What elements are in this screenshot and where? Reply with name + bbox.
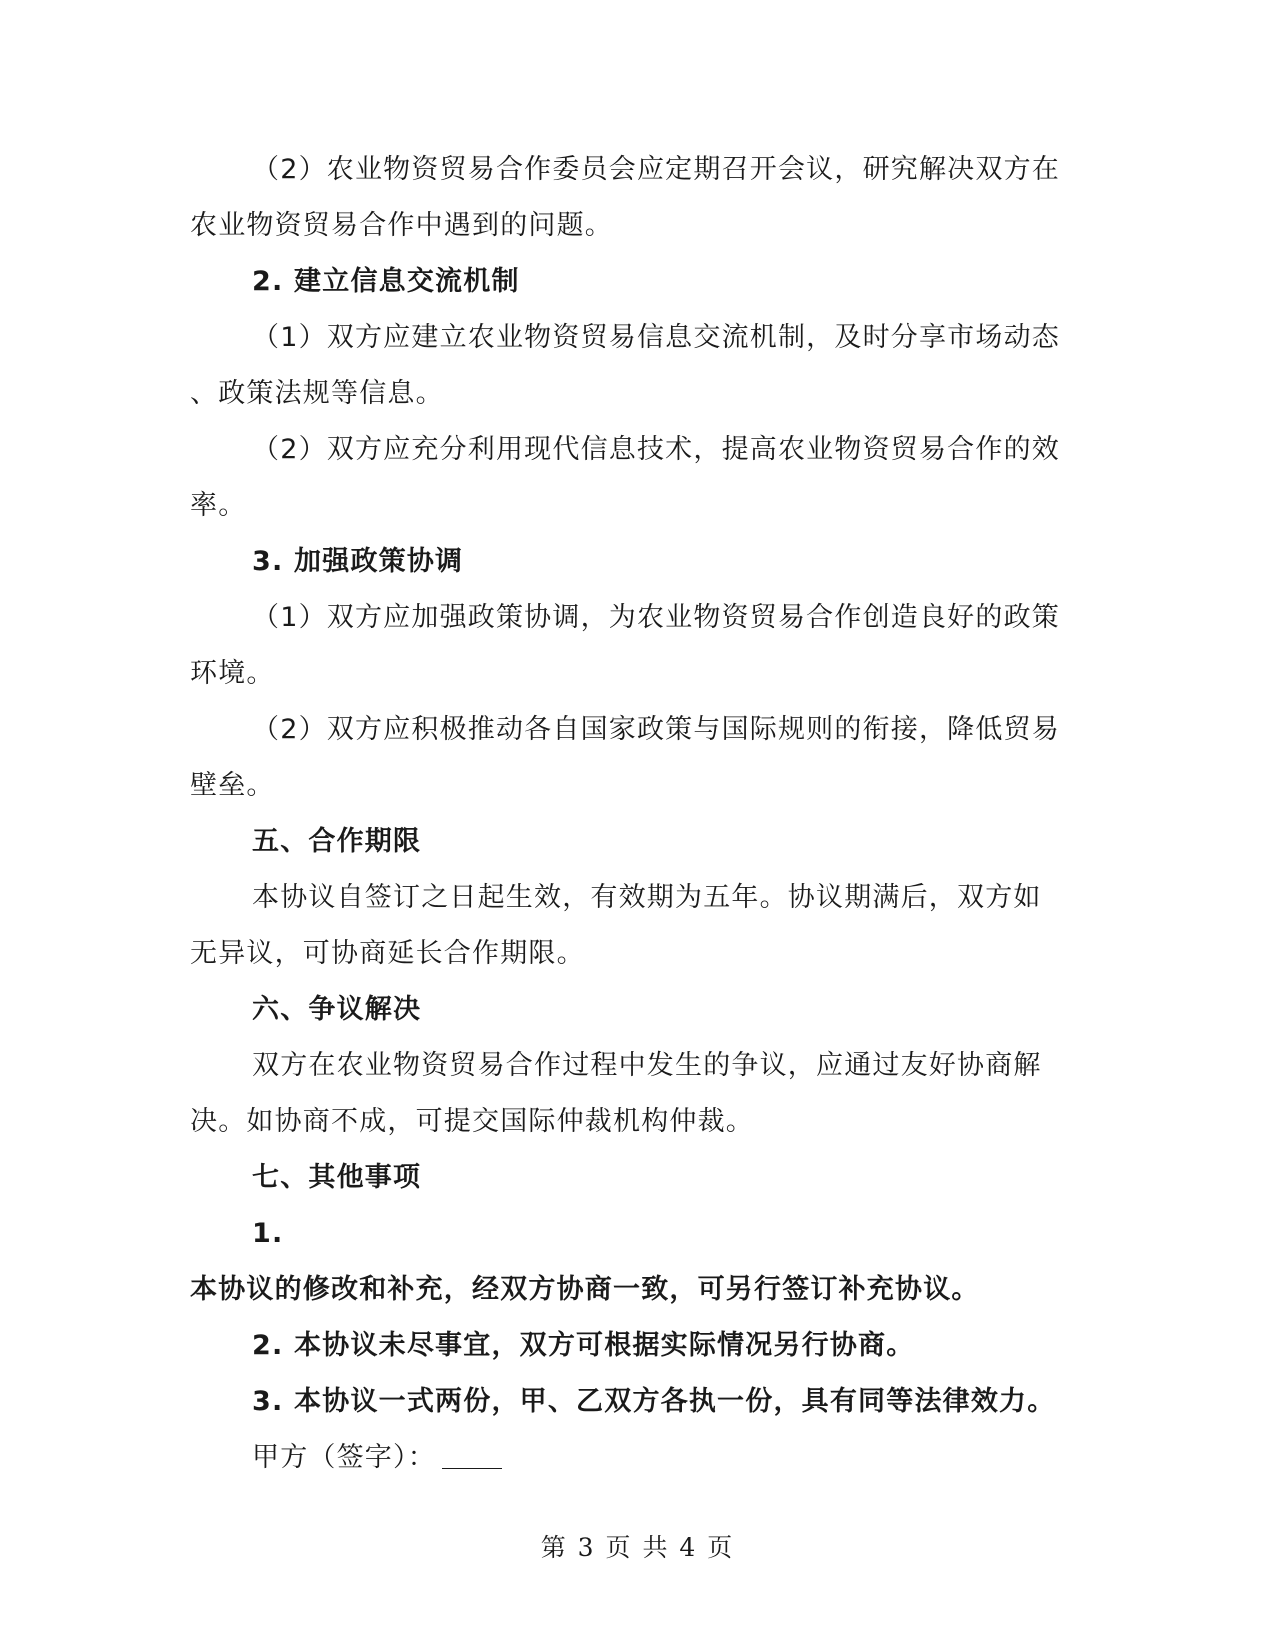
paragraph-line: （1）双方应建立农业物资贸易信息交流机制，及时分享市场动态 <box>252 322 1060 353</box>
chapter-heading: 七、其他事项 <box>252 1162 422 1193</box>
paragraph-line: （2）农业物资贸易合作委员会应定期召开会议，研究解决双方在 <box>252 154 1060 185</box>
page-footer: 第 3 页 共 4 页 <box>540 1533 735 1562</box>
signature-line <box>190 1430 1090 1486</box>
paragraph-line: 3. 本协议一式两份，甲、乙双方各执一份，具有同等法律效力。 <box>252 1386 1056 1417</box>
paragraph-line: 决。如协商不成，可提交国际仲裁机构仲裁。 <box>190 1106 754 1137</box>
paragraph-line: （2）双方应充分利用现代信息技术，提高农业物资贸易合作的效 <box>252 434 1060 465</box>
paragraph-line: 双方在农业物资贸易合作过程中发生的争议，应通过友好协商解 <box>252 1050 1042 1081</box>
paragraph-line: 壁垒。 <box>190 770 275 801</box>
paragraph-line: 环境。 <box>190 658 275 689</box>
paragraph-line: 本协议的修改和补充，经双方协商一致，可另行签订补充协议。 <box>190 1274 980 1305</box>
paragraph-line: 本协议自签订之日起生效，有效期为五年。协议期满后，双方如 <box>252 882 1042 913</box>
section-heading: 3. 加强政策协调 <box>252 546 464 577</box>
chapter-heading: 五、合作期限 <box>252 826 422 857</box>
section-heading: 2. 建立信息交流机制 <box>252 266 520 297</box>
signature-label: 甲方（签字）： <box>252 1442 436 1473</box>
chapter-heading: 六、争议解决 <box>252 994 422 1025</box>
document-body <box>190 142 1090 1486</box>
paragraph-line: 率。 <box>190 490 247 521</box>
paragraph-line: 农业物资贸易合作中遇到的问题。 <box>190 210 613 241</box>
paragraph-line: 、政策法规等信息。 <box>190 378 444 409</box>
list-number: 1. <box>252 1218 284 1249</box>
paragraph-line: （2）双方应积极推动各自国家政策与国际规则的衔接，降低贸易 <box>252 714 1060 745</box>
paragraph-line: 无异议，可协商延长合作期限。 <box>190 938 585 969</box>
paragraph-line: 2. 本协议未尽事宜，双方可根据实际情况另行协商。 <box>252 1330 915 1361</box>
paragraph-line: （1）双方应加强政策协调，为农业物资贸易合作创造良好的政策 <box>252 602 1060 633</box>
signature-blank <box>442 1448 502 1469</box>
